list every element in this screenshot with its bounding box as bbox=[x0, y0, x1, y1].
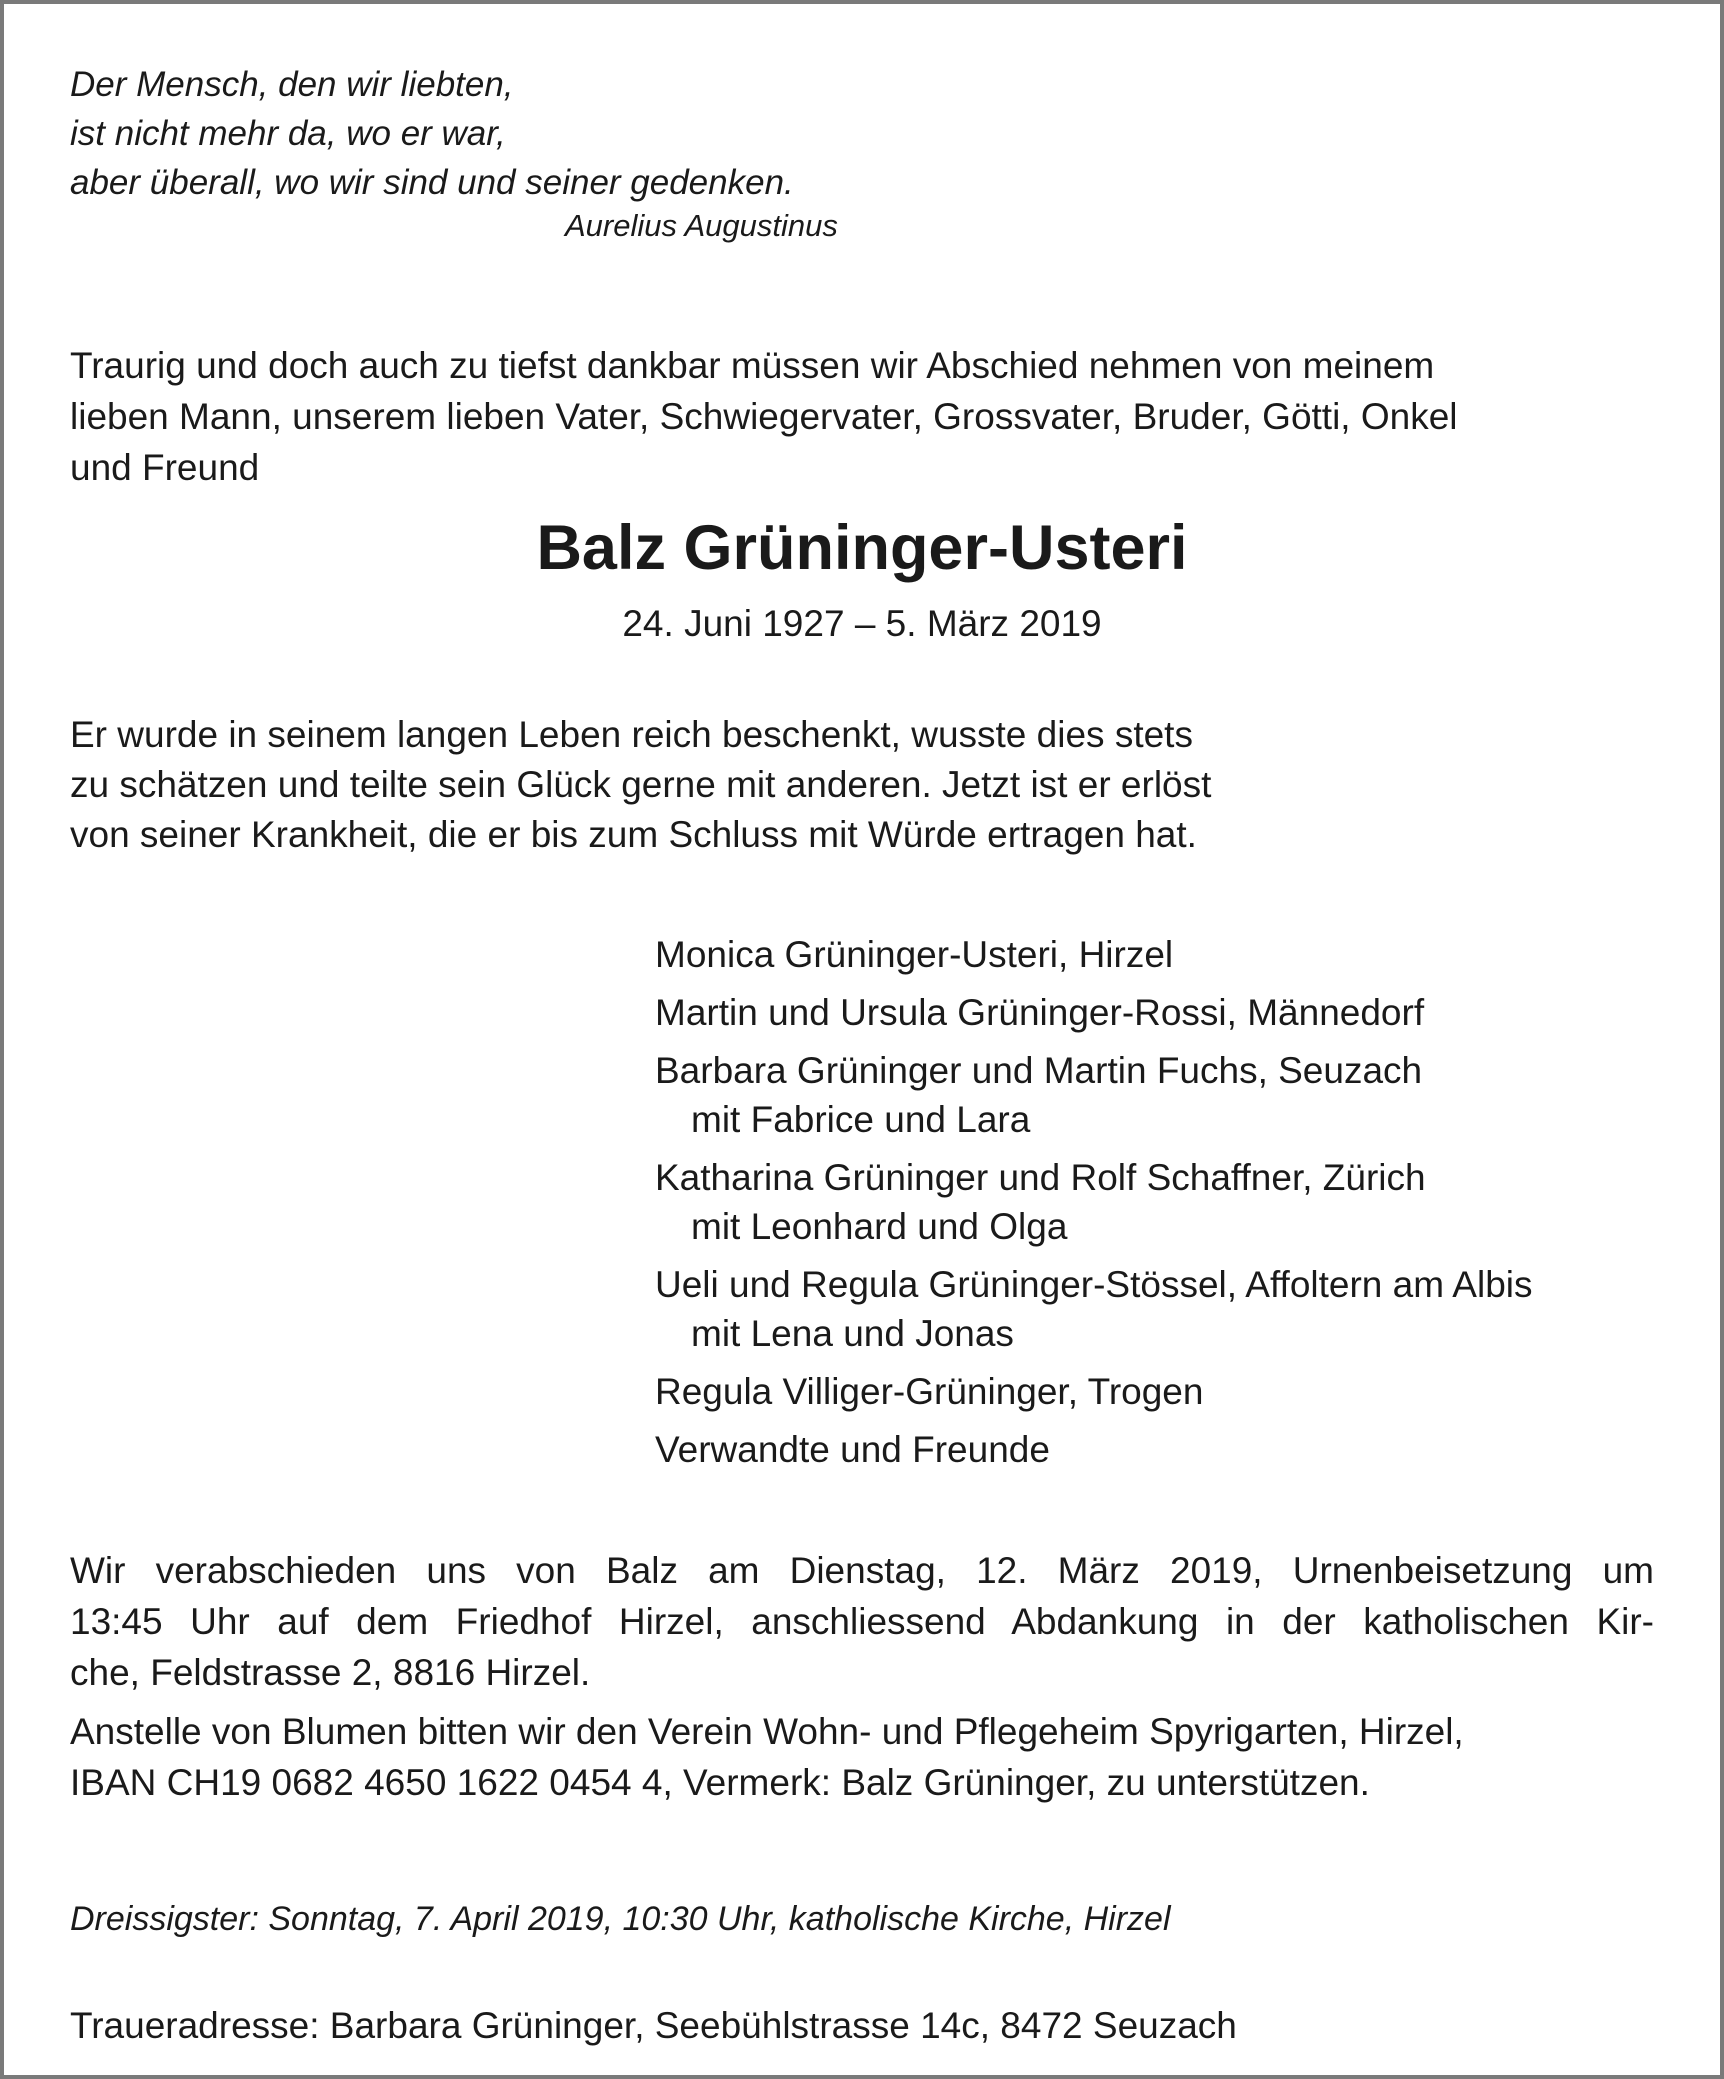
motto-quote bbox=[70, 60, 1654, 207]
mourner-name: Katharina Grüninger und Rolf Schaffner, Zürich bbox=[655, 1157, 1426, 1198]
mourner-entry bbox=[655, 1046, 1533, 1144]
deceased-name: Balz Grüninger-Usteri bbox=[536, 513, 1188, 583]
tribute-line: Er wurde in seinem langen Leben reich beschenkt, wusste dies stets bbox=[70, 714, 1193, 755]
mourner-entry bbox=[655, 1260, 1533, 1358]
donation-line: Anstelle von Blumen bitten wir den Verein Wohn- und Pflegeheim Spyrigarten, Hirzel, bbox=[70, 1711, 1464, 1752]
mourner-name: Ueli und Regula Grüninger-Stössel, Affoltern am Albis bbox=[655, 1264, 1533, 1305]
mourner-name: Barbara Grüninger und Martin Fuchs, Seuzach bbox=[655, 1050, 1423, 1091]
tribute-line: von seiner Krankheit, die er bis zum Schluss mit Würde ertragen hat. bbox=[70, 814, 1197, 855]
life-dates: 24. Juni 1927 – 5. März 2019 bbox=[622, 603, 1102, 644]
mourner-entry bbox=[655, 1367, 1533, 1416]
mourner-entry bbox=[655, 1153, 1533, 1251]
mourner-entry bbox=[655, 988, 1533, 1037]
mourner-entry bbox=[655, 1425, 1533, 1474]
mourning-address: Traueradresse: Barbara Grüninger, Seebühlstrasse 14c, 8472 Seuzach bbox=[70, 2005, 1237, 2046]
intro-line: lieben Mann, unserem lieben Vater, Schwiegervater, Grossvater, Bruder, Götti, Onkel bbox=[70, 396, 1458, 437]
motto-line: Der Mensch, den wir liebten, bbox=[70, 65, 514, 104]
motto-line: ist nicht mehr da, wo er war, bbox=[70, 114, 506, 153]
tribute-line: zu schätzen und teilte sein Glück gerne mit anderen. Jetzt ist er erlöst bbox=[70, 764, 1212, 805]
mourner-name: Regula Villiger-Grüninger, Trogen bbox=[655, 1371, 1204, 1412]
mourner-name: Monica Grüninger-Usteri, Hirzel bbox=[655, 934, 1174, 975]
intro-line: und Freund bbox=[70, 447, 260, 488]
ceremony-line: che, Feldstrasse 2, 8816 Hirzel. bbox=[70, 1652, 591, 1693]
ceremony-line: Wir verabschieden uns von Balz am Dienstag, 12. März 2019, Urnenbeisetzung um bbox=[70, 1550, 1654, 1591]
donation-line: IBAN CH19 0682 4650 1622 0454 4, Vermerk: Balz Grüninger, zu unterstützen. bbox=[70, 1762, 1370, 1803]
thirtieth-day-mass: Dreissigster: Sonntag, 7. April 2019, 10:30 Uhr, katholische Kirche, Hirzel bbox=[70, 1900, 1171, 1938]
mourner-children: mit Leonhard und Olga bbox=[691, 1206, 1068, 1247]
mourner-name: Martin und Ursula Grüninger-Rossi, Männedorf bbox=[655, 992, 1425, 1033]
motto-line: aber überall, wo wir sind und seiner gedenken. bbox=[70, 163, 794, 202]
mourner-entry bbox=[655, 930, 1533, 979]
obituary-notice bbox=[70, 60, 1654, 2046]
mourner-children: mit Lena und Jonas bbox=[691, 1313, 1014, 1354]
mourner-children: mit Fabrice und Lara bbox=[691, 1099, 1031, 1140]
intro-paragraph bbox=[70, 340, 1654, 493]
tribute-paragraph bbox=[70, 710, 1211, 860]
motto-author: Aurelius Augustinus bbox=[565, 208, 838, 243]
mourners-list bbox=[655, 930, 1533, 1483]
intro-line: Traurig und doch auch zu tiefst dankbar müssen wir Abschied nehmen von meinem bbox=[70, 345, 1435, 386]
ceremony-paragraph bbox=[70, 1545, 1654, 1698]
ceremony-line: 13:45 Uhr auf dem Friedhof Hirzel, anschliessend Abdankung in der katholischen Kir- bbox=[70, 1601, 1654, 1642]
donation-paragraph bbox=[70, 1706, 1654, 1808]
mourner-name: Verwandte und Freunde bbox=[655, 1429, 1050, 1470]
ceremony-info bbox=[70, 1545, 1654, 1808]
